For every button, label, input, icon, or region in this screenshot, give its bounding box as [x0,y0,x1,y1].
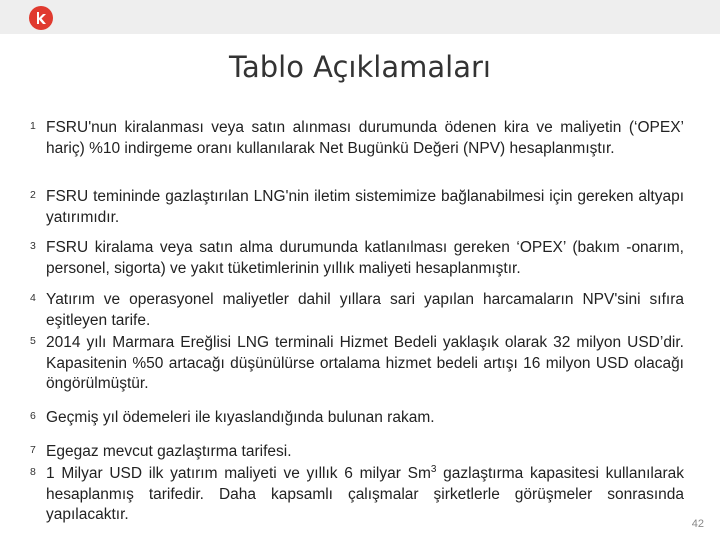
footnote-text-part: 1 Milyar USD ilk yatırım maliyeti ve yıllık 6 milyar Sm [46,465,431,482]
footnote-number: 4 [30,292,36,304]
footnote-number: 7 [30,444,36,456]
footnote-text: FSRU'nun kiralanması veya satın alınması durumunda ödenen kira ve maliyetin (‘OPEX’ hariç) %10 indirgeme oranı kullanılarak Net Bugünkü Değeri (NPV) hesaplanmıştır. [46,119,684,157]
footnote-4 [30,290,684,331]
footnote-text: Yatırım ve operasyonel maliyetler dahil yıllara sari yapılan harcamaların NPV'sini sıfıra eşitleyen tarife. [46,291,684,329]
footnote-1 [30,118,684,159]
footnote-text [30,464,684,526]
footnote-text-part: gazlaştırma kapasitesi kullanılarak hesaplanmış tarifedir. Daha kapsamlı çalışmalar şirketlerle görüşmeler sonrasında yapılacaktır. [46,465,684,523]
footnote-3 [30,238,684,279]
footnote-7 [30,442,684,463]
page-title: Tablo Açıklamaları [229,50,491,84]
footnote-number: 5 [30,335,36,347]
page-number: 42 [691,518,704,530]
footnote-text: Egegaz mevcut gazlaştırma tarifesi. [46,443,292,460]
footnote-5 [30,333,684,395]
footnote-number: 2 [30,189,36,201]
footnote-2 [30,187,684,228]
footnote-number: 3 [30,240,36,252]
header-bar [0,0,720,34]
footnote-text: FSRU kiralama veya satın alma durumunda katlanılması gereken ‘OPEX’ (bakım -onarım, personel, sigorta) ve yakıt tüketimlerinin yıllık maliyeti hesaplanmıştır. [46,239,684,277]
footnote-number: 1 [30,120,36,132]
footnote-6 [30,408,684,429]
footnote-text: Geçmiş yıl ödemeleri ile kıyaslandığında bulunan rakam. [46,409,435,426]
flame-logo-icon [27,4,55,32]
footnote-text: FSRU temininde gazlaştırılan LNG'nin iletim sistemimize bağlanabilmesi için gereken altyapı yatırımıdır. [46,188,684,226]
footnote-number: 6 [30,410,36,422]
footnote-number: 8 [30,466,36,478]
footnote-text: 2014 yılı Marmara Ereğlisi LNG terminali Hizmet Bedeli yaklaşık olarak 32 milyon USD’dir. Kapasitenin %50 artacağı düşünülürse ortalama hizmet bedeli artışı 16 milyon USD olacağı öngörülmüştür. [46,334,684,392]
footnote-8 [30,464,684,526]
superscript-3: 3 [430,463,437,475]
